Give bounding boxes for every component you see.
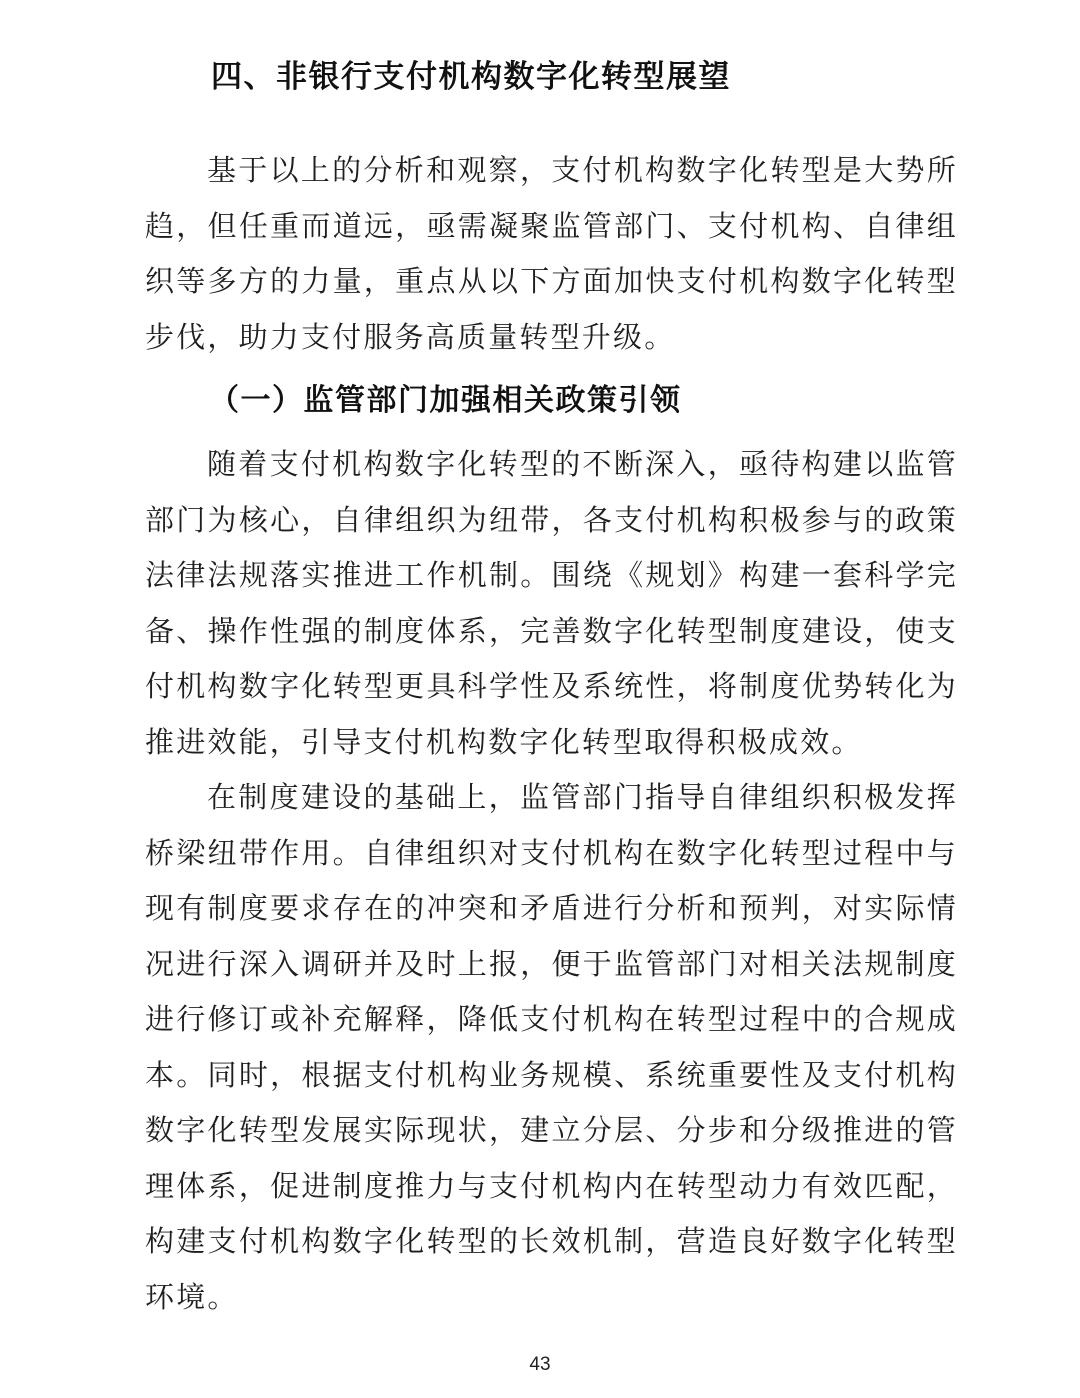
page-number: 43: [529, 1354, 551, 1375]
chapter-heading: 四、非银行支付机构数字化转型展望: [211, 59, 731, 94]
section-paragraph-2: 在制度建设的基础上，监管部门指导自律组织积极发挥桥梁纽带作用。自律组织对支付机构在数字化转型过程中与现有制度要求存在的冲突和矛盾进行分析和预判，对实际情况进行深入调研并及时上报，便于监管部门对相关法规制度进行修订或补充解释，降低支付机构在转型过程中的合规成本。同时，根据支付机构业务规模、系统重要性及支付机构数字化转型发展实际现状，建立分层、分步和分级推进的管理体系，促进制度推力与支付机构内在转型动力有效匹配，构建支付机构数字化转型的长效机制，营造良好数字化转型环境。: [145, 782, 958, 1314]
subsection-heading: （一）监管部门加强相关政策引领: [209, 384, 682, 417]
intro-paragraph: 基于以上的分析和观察，支付机构数字化转型是大势所趋，但任重而道远，亟需凝聚监管部门、支付机构、自律组织等多方的力量，重点从以下方面加快支付机构数字化转型步伐，助力支付服务高质量转型升级。: [145, 155, 958, 354]
section-paragraph-1: 随着支付机构数字化转型的不断深入，亟待构建以监管部门为核心，自律组织为纽带，各支付机构积极参与的政策法律法规落实推进工作机制。围绕《规划》构建一套科学完备、操作性强的制度体系，完善数字化转型制度建设，使支付机构数字化转型更具科学性及系统性，将制度优势转化为推进效能，引导支付机构数字化转型取得积极成效。: [145, 449, 958, 759]
